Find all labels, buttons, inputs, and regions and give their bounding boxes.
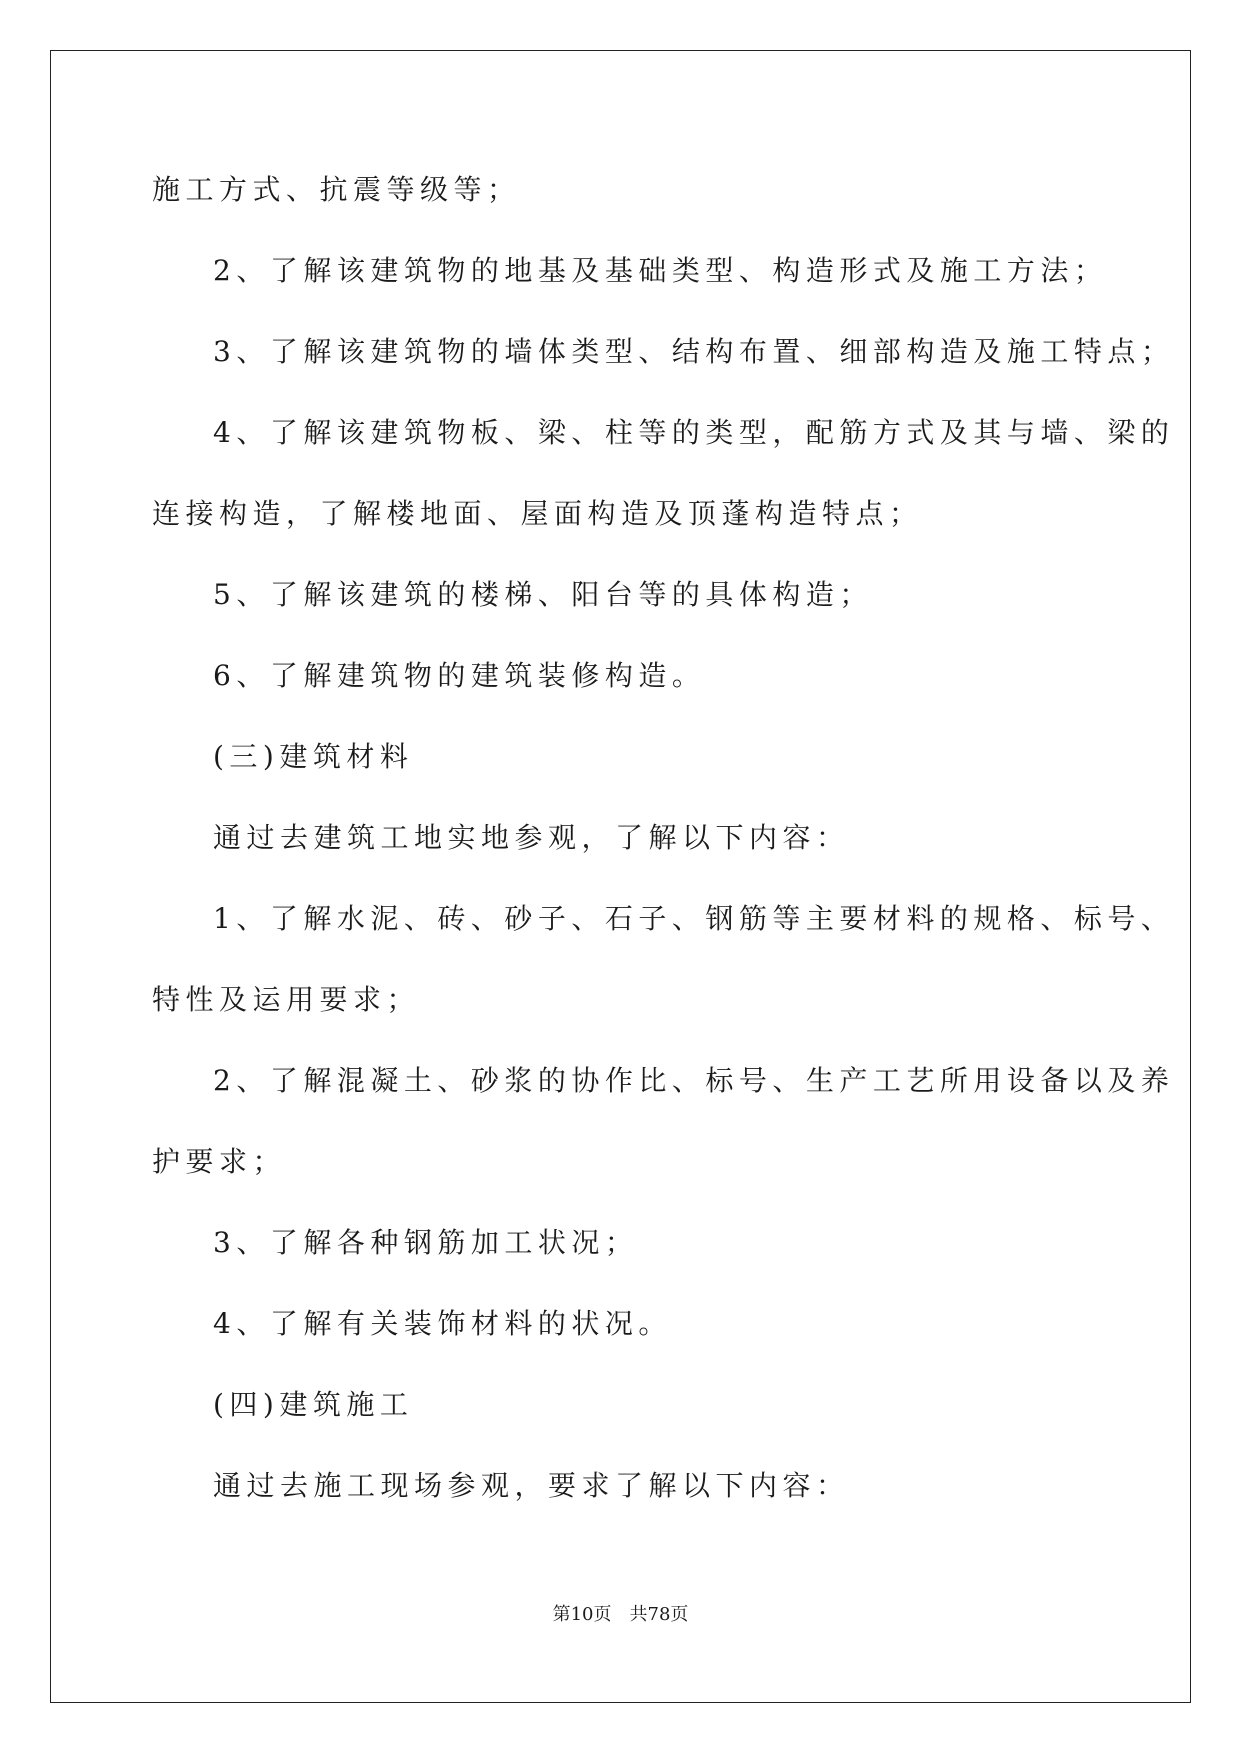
document-body bbox=[152, 155, 1175, 1532]
paragraph-line: 4、了解该建筑物板、梁、柱等的类型，配筋方式及其与墙、梁的 bbox=[213, 416, 1175, 449]
paragraph-line: 施工方式、抗震等级等； bbox=[152, 173, 521, 206]
paragraph-line: 特性及运用要求； bbox=[152, 983, 421, 1016]
section-heading: (四)建筑施工 bbox=[213, 1388, 414, 1421]
paragraph-line: 2、了解混凝土、砂浆的协作比、标号、生产工艺所用设备以及养 bbox=[213, 1064, 1175, 1097]
current-page-number: 第10页 bbox=[552, 1604, 612, 1625]
section-heading: (三)建筑材料 bbox=[213, 740, 414, 773]
paragraph-line: 3、了解该建筑物的墙体类型、结构布置、细部构造及施工特点； bbox=[213, 335, 1175, 368]
paragraph-line: 4、了解有关装饰材料的状况。 bbox=[213, 1307, 672, 1340]
paragraph-line: 通过去施工现场参观，要求了解以下内容： bbox=[213, 1469, 850, 1502]
paragraph-line: 3、了解各种钢筋加工状况； bbox=[213, 1226, 639, 1259]
paragraph-line: 1、了解水泥、砖、砂子、石子、钢筋等主要材料的规格、标号、 bbox=[213, 902, 1175, 935]
paragraph-line: 6、了解建筑物的建筑装修构造。 bbox=[213, 659, 706, 692]
paragraph-line: 护要求； bbox=[152, 1145, 287, 1178]
paragraph-line: 5、了解该建筑的楼梯、阳台等的具体构造； bbox=[213, 578, 873, 611]
paragraph-line: 2、了解该建筑物的地基及基础类型、构造形式及施工方法； bbox=[213, 254, 1108, 287]
paragraph-line: 连接构造，了解楼地面、屋面构造及顶蓬构造特点； bbox=[152, 497, 923, 530]
paragraph-line: 通过去建筑工地实地参观，了解以下内容： bbox=[213, 821, 850, 854]
total-page-count: 共78页 bbox=[629, 1604, 689, 1625]
page-footer bbox=[0, 1600, 1241, 1626]
